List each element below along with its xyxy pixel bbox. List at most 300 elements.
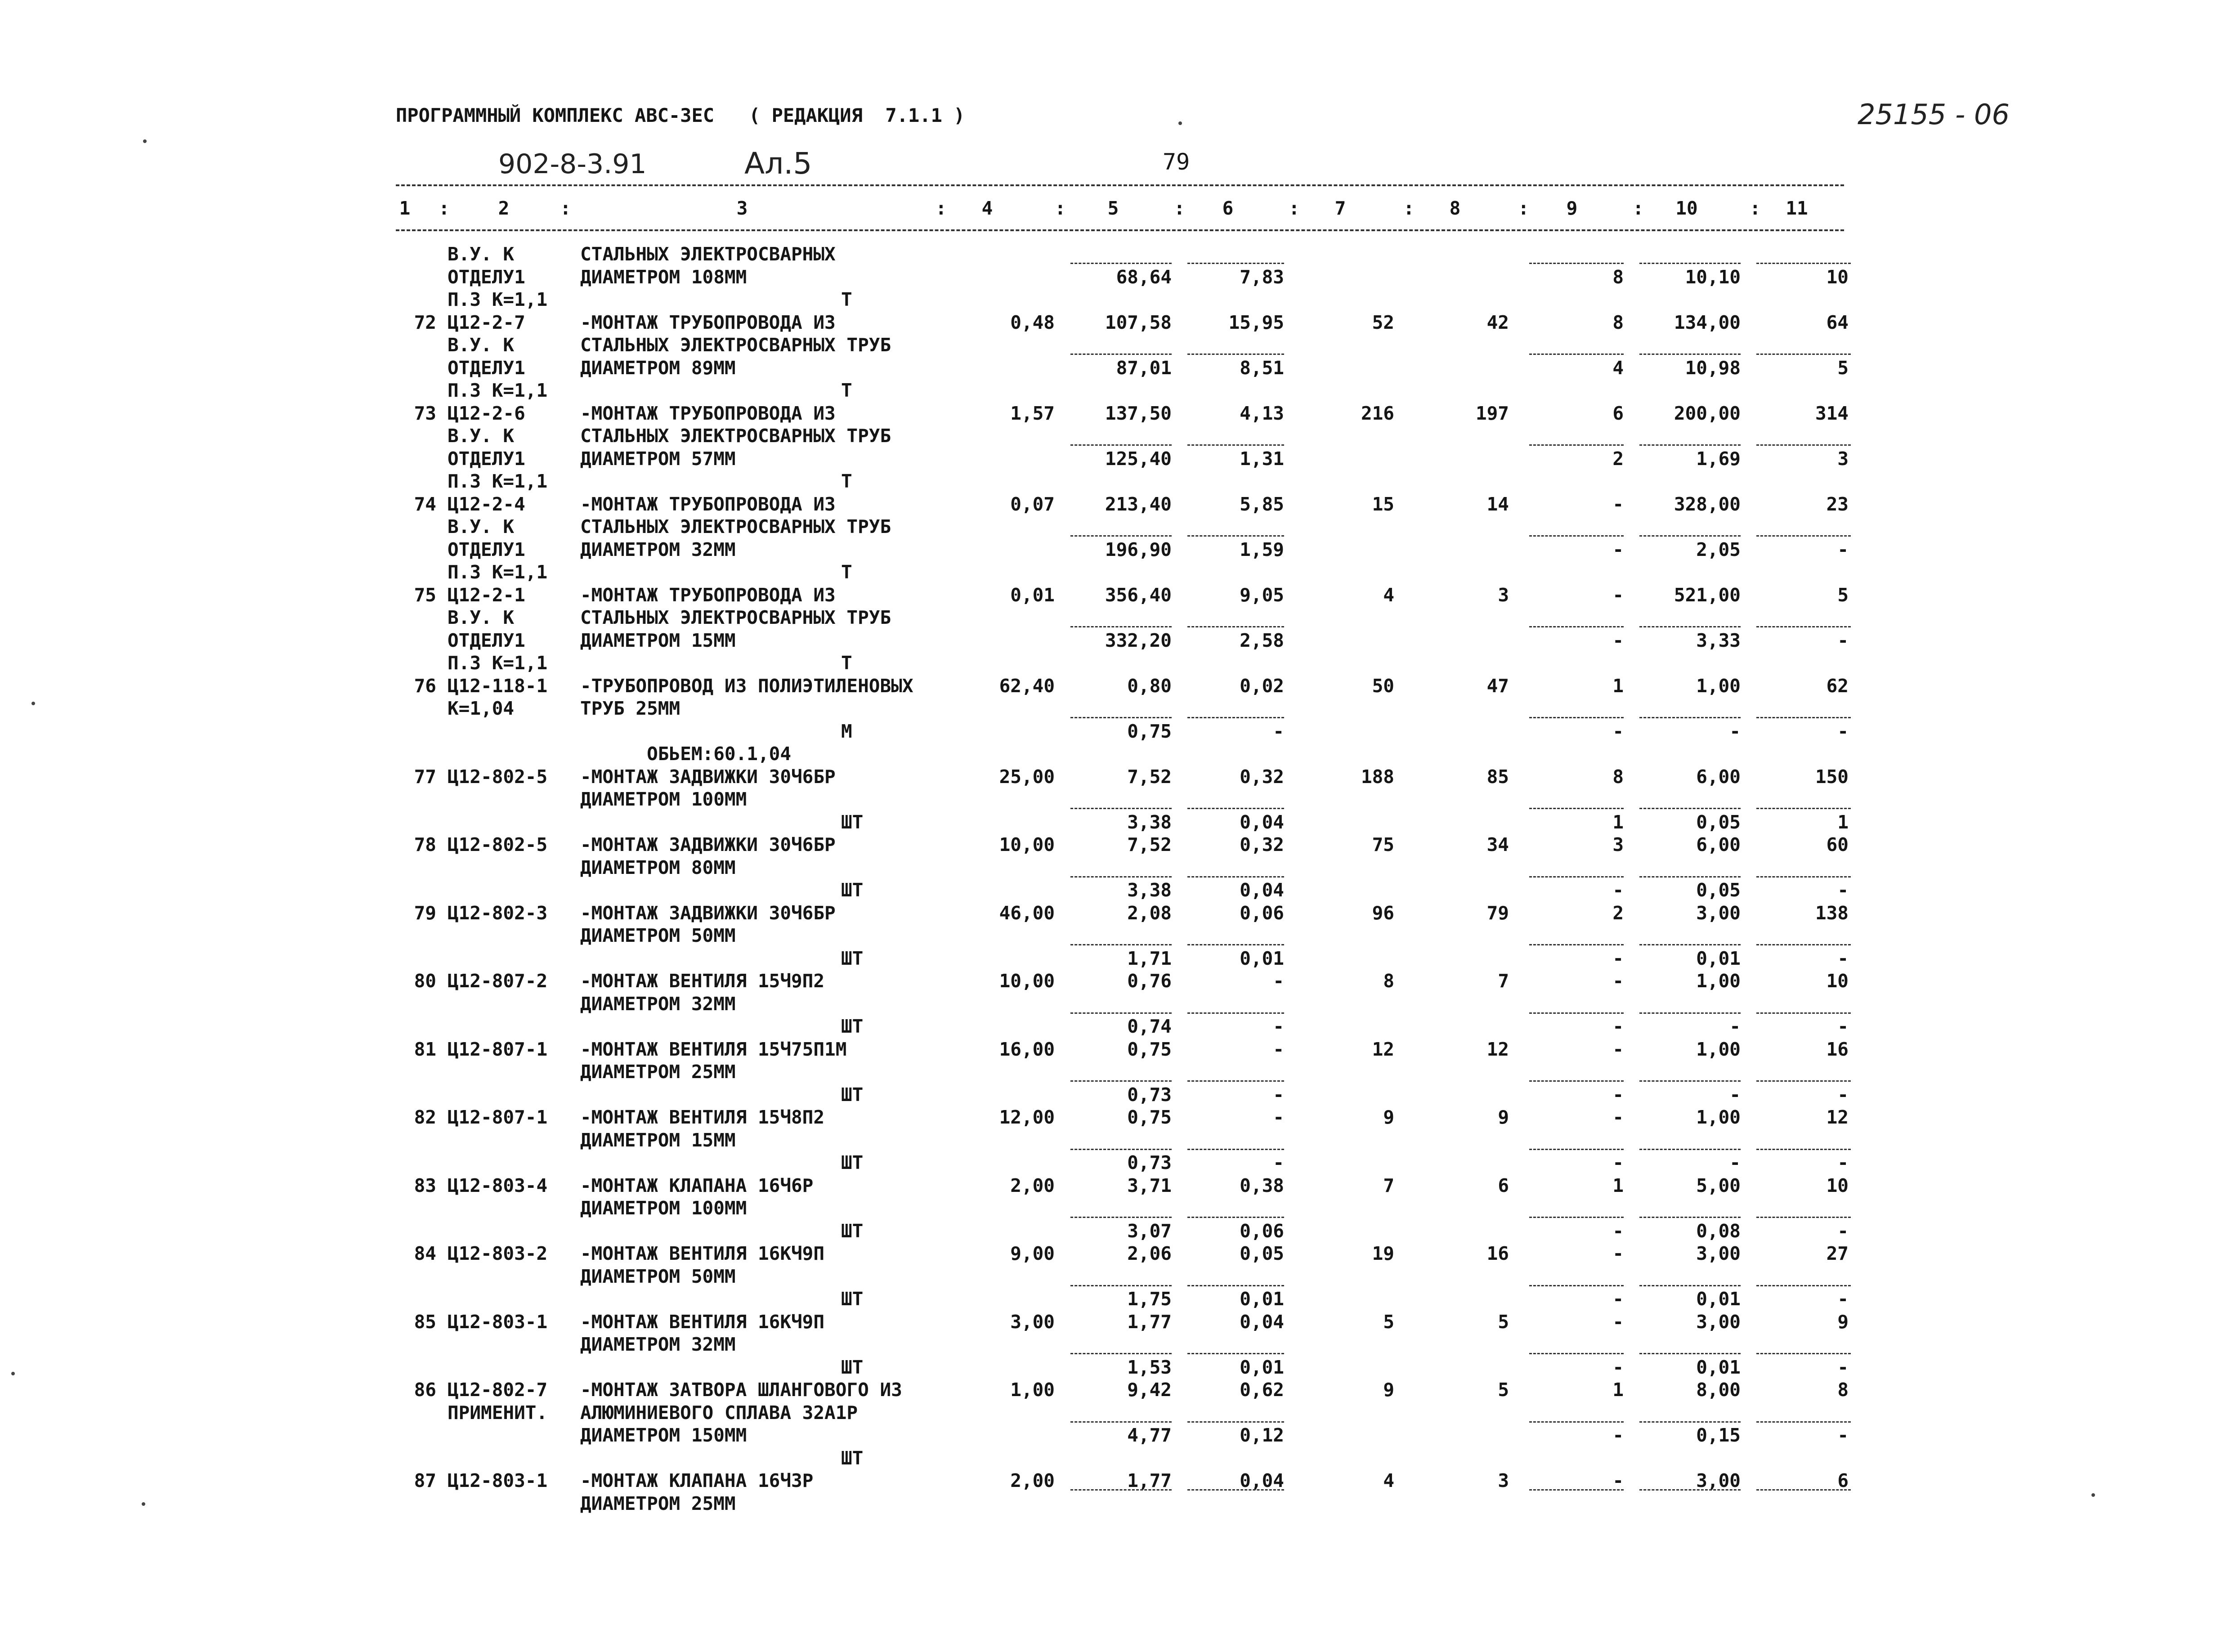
cell-divider bbox=[1529, 1285, 1624, 1286]
cell-col-10: 10,98 bbox=[1685, 357, 1741, 379]
cell-col-9: - bbox=[1612, 1424, 1624, 1446]
item-number: 78 bbox=[414, 834, 436, 855]
column-header-1: 1 bbox=[399, 197, 411, 219]
cell-divider bbox=[1187, 354, 1284, 355]
cell-col-6: - bbox=[1273, 970, 1284, 992]
cell-col-11: - bbox=[1837, 1220, 1849, 1242]
cell-divider bbox=[1756, 876, 1851, 877]
cell-col-5: 1,77 bbox=[1127, 1311, 1172, 1333]
cell-col-4: 10,00 bbox=[999, 970, 1055, 992]
cell-col-9: - bbox=[1612, 879, 1624, 901]
cell-divider bbox=[1070, 263, 1172, 264]
cell-col-7: 9 bbox=[1383, 1106, 1394, 1128]
cell-col-9: 1 bbox=[1612, 675, 1624, 697]
cell-col-5: 0,75 bbox=[1127, 1038, 1172, 1060]
cell-col-9: - bbox=[1612, 1220, 1624, 1242]
cell-col-5: 1,53 bbox=[1127, 1356, 1172, 1378]
norm-code: Ц12-803-1 bbox=[448, 1311, 548, 1333]
cell-divider bbox=[1187, 944, 1284, 945]
cell-col-11: 5 bbox=[1837, 584, 1849, 606]
cell-col-10: 0,05 bbox=[1696, 879, 1741, 901]
unit-label: ШТ bbox=[841, 1083, 864, 1106]
work-description: -МОНТАЖ ЗАДВИЖКИ 30Ч6БР bbox=[580, 766, 836, 788]
cell-col-6: 0,02 bbox=[1240, 675, 1284, 697]
cell-col-6: - bbox=[1273, 1083, 1284, 1106]
cell-col-9: - bbox=[1612, 1288, 1624, 1310]
cell-divider bbox=[1756, 626, 1851, 627]
cell-col-5: 3,38 bbox=[1127, 879, 1172, 901]
cell-divider bbox=[1639, 1353, 1741, 1354]
cell-col-6: 0,38 bbox=[1240, 1174, 1284, 1196]
cell-col-5: 9,42 bbox=[1127, 1379, 1172, 1401]
cell-col-7: 4 bbox=[1383, 584, 1394, 606]
work-description: ДИАМЕТРОМ 89ММ bbox=[580, 357, 736, 379]
cell-col-10: 1,00 bbox=[1696, 970, 1741, 992]
work-description: -МОНТАЖ ВЕНТИЛЯ 15Ч9П2 bbox=[580, 970, 825, 992]
cell-col-11: 10 bbox=[1826, 266, 1849, 288]
cell-col-11: 10 bbox=[1826, 970, 1849, 992]
cell-col-7: 5 bbox=[1383, 1311, 1394, 1333]
cell-col-10: 134,00 bbox=[1674, 311, 1741, 333]
scan-speck bbox=[142, 1502, 145, 1506]
cell-col-5: 0,73 bbox=[1127, 1083, 1172, 1106]
cell-col-11: - bbox=[1837, 720, 1849, 742]
cell-col-8: 5 bbox=[1498, 1311, 1509, 1333]
cell-divider bbox=[1639, 354, 1741, 355]
cell-col-4: 0,07 bbox=[1010, 493, 1055, 515]
item-number: 81 bbox=[414, 1038, 436, 1060]
cell-col-11: - bbox=[1837, 1016, 1849, 1037]
cell-col-4: 12,00 bbox=[999, 1106, 1055, 1128]
item-number: 72 bbox=[414, 311, 436, 333]
cell-divider bbox=[1070, 1421, 1172, 1423]
unit-label: Т bbox=[841, 470, 852, 492]
cell-col-8: 85 bbox=[1486, 766, 1509, 788]
norm-code: В.У. К bbox=[448, 243, 515, 265]
cell-col-5: 3,07 bbox=[1127, 1220, 1172, 1242]
cell-col-11: - bbox=[1837, 629, 1849, 651]
cell-divider bbox=[1639, 808, 1741, 809]
cell-col-10: 10,10 bbox=[1685, 266, 1741, 288]
cell-col-11: - bbox=[1837, 947, 1849, 969]
cell-col-8: 9 bbox=[1498, 1106, 1509, 1128]
program-title: ПРОГРАММНЫЙ КОМПЛЕКС АВС-3ЕС bbox=[396, 104, 715, 126]
cell-col-6: 0,04 bbox=[1240, 811, 1284, 833]
column-header-6: 6 bbox=[1222, 197, 1234, 219]
cell-divider bbox=[1639, 876, 1741, 877]
cell-divider bbox=[1639, 1149, 1741, 1150]
cell-divider bbox=[1639, 1012, 1741, 1014]
column-separator: : bbox=[1633, 197, 1644, 219]
cell-col-6: 0,04 bbox=[1240, 879, 1284, 901]
column-header-4: 4 bbox=[981, 197, 993, 219]
cell-col-7: 19 bbox=[1372, 1243, 1394, 1264]
cell-col-5: 7,52 bbox=[1127, 834, 1172, 855]
cell-divider bbox=[1756, 717, 1851, 718]
item-number: 82 bbox=[414, 1106, 436, 1128]
cell-divider bbox=[1529, 808, 1624, 809]
cell-divider bbox=[1639, 944, 1741, 945]
cell-col-4: 46,00 bbox=[999, 902, 1055, 924]
cell-col-7: 9 bbox=[1383, 1379, 1394, 1401]
cell-col-9: - bbox=[1612, 1038, 1624, 1060]
cell-divider bbox=[1529, 1012, 1624, 1014]
norm-code: П.3 К=1,1 bbox=[448, 561, 548, 583]
cell-divider bbox=[1070, 535, 1172, 537]
cell-divider bbox=[1187, 535, 1284, 537]
cell-divider bbox=[1756, 1421, 1851, 1423]
cell-col-10: 0,15 bbox=[1696, 1424, 1741, 1446]
scan-speck bbox=[2091, 1493, 2095, 1497]
cell-col-9: 1 bbox=[1612, 811, 1624, 833]
cell-divider bbox=[1639, 1217, 1741, 1218]
cell-divider bbox=[1070, 1353, 1172, 1354]
cell-col-10: 1,69 bbox=[1696, 448, 1741, 470]
cell-col-10: 1,00 bbox=[1696, 675, 1741, 697]
work-description: ДИАМЕТРОМ 150ММ bbox=[580, 1424, 747, 1446]
header-rule-top bbox=[396, 184, 1844, 186]
edition-label: ( РЕДАКЦИЯ 7.1.1 ) bbox=[749, 104, 965, 126]
cell-divider bbox=[1756, 1489, 1851, 1491]
work-description: СТАЛЬНЫХ ЭЛЕКТРОСВАРНЫХ bbox=[580, 243, 836, 265]
cell-col-6: 5,85 bbox=[1240, 493, 1284, 515]
work-description: ДИАМЕТРОМ 50ММ bbox=[580, 925, 736, 946]
column-separator: : bbox=[1518, 197, 1529, 219]
cell-col-10: 0,01 bbox=[1696, 947, 1741, 969]
cell-divider bbox=[1070, 1080, 1172, 1082]
cell-col-11: 1 bbox=[1837, 811, 1849, 833]
work-description: -МОНТАЖ ВЕНТИЛЯ 16КЧ9П bbox=[580, 1243, 825, 1264]
cell-col-5: 125,40 bbox=[1105, 448, 1172, 470]
cell-col-6: - bbox=[1273, 1152, 1284, 1173]
work-description: -МОНТАЖ ВЕНТИЛЯ 15Ч75П1М bbox=[580, 1038, 847, 1060]
unit-label: Т bbox=[841, 380, 852, 401]
cell-col-8: 6 bbox=[1498, 1174, 1509, 1196]
work-description: -МОНТАЖ ВЕНТИЛЯ 16КЧ9П bbox=[580, 1311, 825, 1333]
cell-col-11: 3 bbox=[1837, 448, 1849, 470]
cell-divider bbox=[1639, 626, 1741, 627]
cell-col-8: 3 bbox=[1498, 1470, 1509, 1491]
cell-col-7: 50 bbox=[1372, 675, 1394, 697]
cell-divider bbox=[1529, 354, 1624, 355]
norm-code: ПРИМЕНИТ. bbox=[448, 1401, 548, 1424]
unit-label: ШТ bbox=[841, 1220, 864, 1242]
cell-col-5: 68,64 bbox=[1116, 266, 1172, 288]
cell-col-5: 332,20 bbox=[1105, 629, 1172, 651]
cell-divider bbox=[1070, 808, 1172, 809]
column-separator: : bbox=[1289, 197, 1300, 219]
cell-col-4: 0,01 bbox=[1010, 584, 1055, 606]
norm-code: В.У. К bbox=[448, 607, 515, 628]
cell-col-9: 8 bbox=[1612, 311, 1624, 333]
cell-divider bbox=[1070, 1489, 1172, 1491]
cell-col-11: 23 bbox=[1826, 493, 1849, 515]
work-description: ДИАМЕТРОМ 25ММ bbox=[580, 1061, 736, 1083]
cell-col-10: - bbox=[1729, 720, 1741, 742]
norm-code: П.3 К=1,1 bbox=[448, 470, 548, 492]
norm-code: П.3 К=1,1 bbox=[448, 380, 548, 401]
norm-code: П.3 К=1,1 bbox=[448, 289, 548, 310]
cell-col-6: 0,01 bbox=[1240, 947, 1284, 969]
cell-col-4: 25,00 bbox=[999, 766, 1055, 788]
cell-col-8: 3 bbox=[1498, 584, 1509, 606]
cell-col-5: 3,38 bbox=[1127, 811, 1172, 833]
cell-divider bbox=[1756, 1285, 1851, 1286]
cell-divider bbox=[1529, 1080, 1624, 1082]
cell-col-9: 8 bbox=[1612, 266, 1624, 288]
cell-col-10: - bbox=[1729, 1152, 1741, 1173]
cell-divider bbox=[1529, 1149, 1624, 1150]
cell-col-9: - bbox=[1612, 1152, 1624, 1173]
item-number: 83 bbox=[414, 1174, 436, 1196]
unit-label: ШТ bbox=[841, 1288, 864, 1310]
cell-col-8: 79 bbox=[1486, 902, 1509, 924]
cell-col-5: 1,71 bbox=[1127, 947, 1172, 969]
cell-col-11: - bbox=[1837, 879, 1849, 901]
item-number: 79 bbox=[414, 902, 436, 924]
item-number: 77 bbox=[414, 766, 436, 788]
scan-speck bbox=[11, 1372, 15, 1375]
cell-col-11: 60 bbox=[1826, 834, 1849, 855]
cell-col-7: 52 bbox=[1372, 311, 1394, 333]
cell-divider bbox=[1756, 535, 1851, 537]
norm-code: П.3 К=1,1 bbox=[448, 652, 548, 674]
cell-col-4: 10,00 bbox=[999, 834, 1055, 855]
cell-divider bbox=[1529, 876, 1624, 877]
unit-label: Т bbox=[841, 289, 852, 310]
cell-col-6: - bbox=[1273, 1106, 1284, 1128]
cell-col-9: - bbox=[1612, 1470, 1624, 1491]
unit-label: М bbox=[841, 720, 852, 742]
cell-col-8: 16 bbox=[1486, 1243, 1509, 1264]
cell-col-9: - bbox=[1612, 1106, 1624, 1128]
item-number: 85 bbox=[414, 1311, 436, 1333]
work-description: -МОНТАЖ ВЕНТИЛЯ 15Ч8П2 bbox=[580, 1106, 825, 1128]
cell-col-5: 0,73 bbox=[1127, 1152, 1172, 1173]
norm-code: В.У. К bbox=[448, 425, 515, 447]
work-description: СТАЛЬНЫХ ЭЛЕКТРОСВАРНЫХ ТРУБ bbox=[580, 516, 891, 537]
cell-col-9: - bbox=[1612, 720, 1624, 742]
cell-col-10: 200,00 bbox=[1674, 402, 1741, 424]
cell-col-7: 8 bbox=[1383, 970, 1394, 992]
cell-col-6: 0,12 bbox=[1240, 1424, 1284, 1446]
cell-col-10: 3,00 bbox=[1696, 1243, 1741, 1264]
cell-col-10: 0,01 bbox=[1696, 1356, 1741, 1378]
cell-col-8: 34 bbox=[1486, 834, 1509, 855]
cell-col-4: 16,00 bbox=[999, 1038, 1055, 1060]
cell-divider bbox=[1187, 263, 1284, 264]
cell-divider bbox=[1756, 263, 1851, 264]
cell-col-6: 15,95 bbox=[1228, 311, 1284, 333]
cell-col-7: 188 bbox=[1361, 766, 1394, 788]
work-description: -МОНТАЖ ТРУБОПРОВОДА ИЗ bbox=[580, 311, 836, 333]
cell-col-6: 0,32 bbox=[1240, 834, 1284, 855]
cell-divider bbox=[1639, 1421, 1741, 1423]
cell-col-9: - bbox=[1612, 1243, 1624, 1264]
cell-divider bbox=[1756, 444, 1851, 446]
cell-col-6: 0,06 bbox=[1240, 902, 1284, 924]
cell-col-5: 0,74 bbox=[1127, 1016, 1172, 1037]
cell-divider bbox=[1187, 626, 1284, 627]
album-label: Ал.5 bbox=[744, 146, 812, 181]
cell-divider bbox=[1756, 944, 1851, 945]
cell-col-10: 5,00 bbox=[1696, 1174, 1741, 1196]
item-number: 80 bbox=[414, 970, 436, 992]
cell-col-6: 0,06 bbox=[1240, 1220, 1284, 1242]
cell-col-10: 3,33 bbox=[1696, 629, 1741, 651]
cell-divider bbox=[1070, 354, 1172, 355]
cell-divider bbox=[1639, 1285, 1741, 1286]
scan-speck bbox=[143, 139, 147, 143]
column-separator: : bbox=[560, 197, 571, 219]
work-description: ДИАМЕТРОМ 50ММ bbox=[580, 1265, 736, 1287]
item-number: 74 bbox=[414, 493, 436, 515]
cell-col-6: - bbox=[1273, 720, 1284, 742]
work-description: -МОНТАЖ ТРУБОПРОВОДА ИЗ bbox=[580, 493, 836, 515]
cell-col-10: 2,05 bbox=[1696, 538, 1741, 560]
norm-code: Ц12-2-1 bbox=[448, 584, 525, 606]
cell-col-7: 7 bbox=[1383, 1174, 1394, 1196]
cell-col-11: - bbox=[1837, 1152, 1849, 1173]
unit-label: ШТ bbox=[841, 1152, 864, 1173]
cell-divider bbox=[1529, 1489, 1624, 1491]
cell-col-5: 356,40 bbox=[1105, 584, 1172, 606]
cell-col-4: 1,00 bbox=[1010, 1379, 1055, 1401]
column-separator: : bbox=[1403, 197, 1415, 219]
cell-divider bbox=[1529, 1217, 1624, 1218]
work-description: ОБЬЕМ:60.1,04 bbox=[580, 743, 791, 765]
work-description: ТРУБ 25ММ bbox=[580, 698, 680, 719]
cell-divider bbox=[1187, 1421, 1284, 1423]
cell-col-4: 2,00 bbox=[1010, 1470, 1055, 1491]
cell-col-11: 62 bbox=[1826, 675, 1849, 697]
cell-col-9: 6 bbox=[1612, 402, 1624, 424]
scan-speck bbox=[1178, 121, 1182, 125]
cell-divider bbox=[1529, 263, 1624, 264]
column-separator: : bbox=[1174, 197, 1185, 219]
cell-col-6: - bbox=[1273, 1038, 1284, 1060]
item-number: 75 bbox=[414, 584, 436, 606]
unit-label: ШТ bbox=[841, 811, 864, 833]
cell-divider bbox=[1756, 1012, 1851, 1014]
cell-divider bbox=[1639, 263, 1741, 264]
cell-divider bbox=[1756, 1080, 1851, 1082]
cell-col-9: 1 bbox=[1612, 1379, 1624, 1401]
cell-col-5: 2,08 bbox=[1127, 902, 1172, 924]
cell-col-6: 2,58 bbox=[1240, 629, 1284, 651]
item-number: 86 bbox=[414, 1379, 436, 1401]
cell-col-9: - bbox=[1612, 1083, 1624, 1106]
cell-divider bbox=[1529, 535, 1624, 537]
unit-label: ШТ bbox=[841, 879, 864, 901]
unit-label: ШТ bbox=[841, 1447, 864, 1469]
column-separator: : bbox=[1055, 197, 1066, 219]
work-description: -МОНТАЖ ТРУБОПРОВОДА ИЗ bbox=[580, 402, 836, 424]
item-number: 87 bbox=[414, 1470, 436, 1491]
cell-col-5: 137,50 bbox=[1105, 402, 1172, 424]
cell-divider bbox=[1639, 717, 1741, 718]
cell-divider bbox=[1529, 717, 1624, 718]
column-header-11: 11 bbox=[1786, 197, 1808, 219]
cell-col-11: - bbox=[1837, 1424, 1849, 1446]
cell-col-11: 12 bbox=[1826, 1106, 1849, 1128]
cell-col-11: - bbox=[1837, 538, 1849, 560]
page-number: 79 bbox=[1163, 149, 1190, 175]
cell-col-5: 0,80 bbox=[1127, 675, 1172, 697]
work-description: ДИАМЕТРОМ 80ММ bbox=[580, 856, 736, 878]
scan-speck bbox=[31, 702, 35, 705]
cell-divider bbox=[1070, 717, 1172, 718]
cell-col-5: 1,75 bbox=[1127, 1288, 1172, 1310]
column-separator: : bbox=[1750, 197, 1761, 219]
column-separator: : bbox=[439, 197, 450, 219]
cell-col-11: 10 bbox=[1826, 1174, 1849, 1196]
column-separator: : bbox=[936, 197, 947, 219]
work-description: ДИАМЕТРОМ 15ММ bbox=[580, 1129, 736, 1151]
norm-code: Ц12-803-2 bbox=[448, 1243, 548, 1264]
document-code: 902-8-3.91 bbox=[498, 148, 647, 180]
cell-divider bbox=[1756, 1353, 1851, 1354]
cell-col-7: 4 bbox=[1383, 1470, 1394, 1491]
norm-code: К=1,04 bbox=[448, 698, 515, 719]
cell-divider bbox=[1529, 626, 1624, 627]
work-description: СТАЛЬНЫХ ЭЛЕКТРОСВАРНЫХ ТРУБ bbox=[580, 334, 891, 356]
cell-col-6: 4,13 bbox=[1240, 402, 1284, 424]
cell-col-10: 8,00 bbox=[1696, 1379, 1741, 1401]
column-header-5: 5 bbox=[1107, 197, 1119, 219]
cell-col-5: 7,52 bbox=[1127, 766, 1172, 788]
cell-divider bbox=[1187, 1080, 1284, 1082]
cell-col-5: 3,71 bbox=[1127, 1174, 1172, 1196]
work-description: -МОНТАЖ ЗАТВОРА ШЛАНГОВОГО ИЗ bbox=[580, 1379, 902, 1401]
cell-divider bbox=[1187, 1012, 1284, 1014]
cell-col-8: 197 bbox=[1475, 402, 1509, 424]
cell-col-5: 0,75 bbox=[1127, 720, 1172, 742]
work-description: ДИАМЕТРОМ 57ММ bbox=[580, 448, 736, 470]
cell-col-8: 42 bbox=[1486, 311, 1509, 333]
work-description: ДИАМЕТРОМ 25ММ bbox=[580, 1492, 736, 1514]
cell-col-10: 0,01 bbox=[1696, 1288, 1741, 1310]
work-description: ДИАМЕТРОМ 32ММ bbox=[580, 1334, 736, 1355]
norm-code: Ц12-802-7 bbox=[448, 1379, 548, 1401]
cell-col-6: - bbox=[1273, 1016, 1284, 1037]
cell-col-8: 5 bbox=[1498, 1379, 1509, 1401]
cell-col-8: 7 bbox=[1498, 970, 1509, 992]
work-description: -МОНТАЖ ЗАДВИЖКИ 30Ч6БР bbox=[580, 834, 836, 855]
cell-divider bbox=[1756, 354, 1851, 355]
cell-col-11: - bbox=[1837, 1083, 1849, 1106]
cell-col-6: 9,05 bbox=[1240, 584, 1284, 606]
cell-col-9: 2 bbox=[1612, 448, 1624, 470]
cell-col-6: 1,59 bbox=[1240, 538, 1284, 560]
cell-col-10: 3,00 bbox=[1696, 902, 1741, 924]
norm-code: Ц12-803-1 bbox=[448, 1470, 548, 1491]
norm-code: Ц12-2-4 bbox=[448, 493, 525, 515]
cell-col-9: - bbox=[1612, 1356, 1624, 1378]
item-number: 76 bbox=[414, 675, 436, 697]
cell-col-8: 14 bbox=[1486, 493, 1509, 515]
cell-col-7: 96 bbox=[1372, 902, 1394, 924]
cell-col-9: - bbox=[1612, 493, 1624, 515]
norm-code: В.У. К bbox=[448, 516, 515, 537]
cell-divider bbox=[1070, 1012, 1172, 1014]
column-header-9: 9 bbox=[1566, 197, 1578, 219]
cell-col-11: 27 bbox=[1826, 1243, 1849, 1264]
cell-col-10: 521,00 bbox=[1674, 584, 1741, 606]
cell-divider bbox=[1187, 1489, 1284, 1491]
cell-divider bbox=[1187, 717, 1284, 718]
column-header-2: 2 bbox=[498, 197, 510, 219]
